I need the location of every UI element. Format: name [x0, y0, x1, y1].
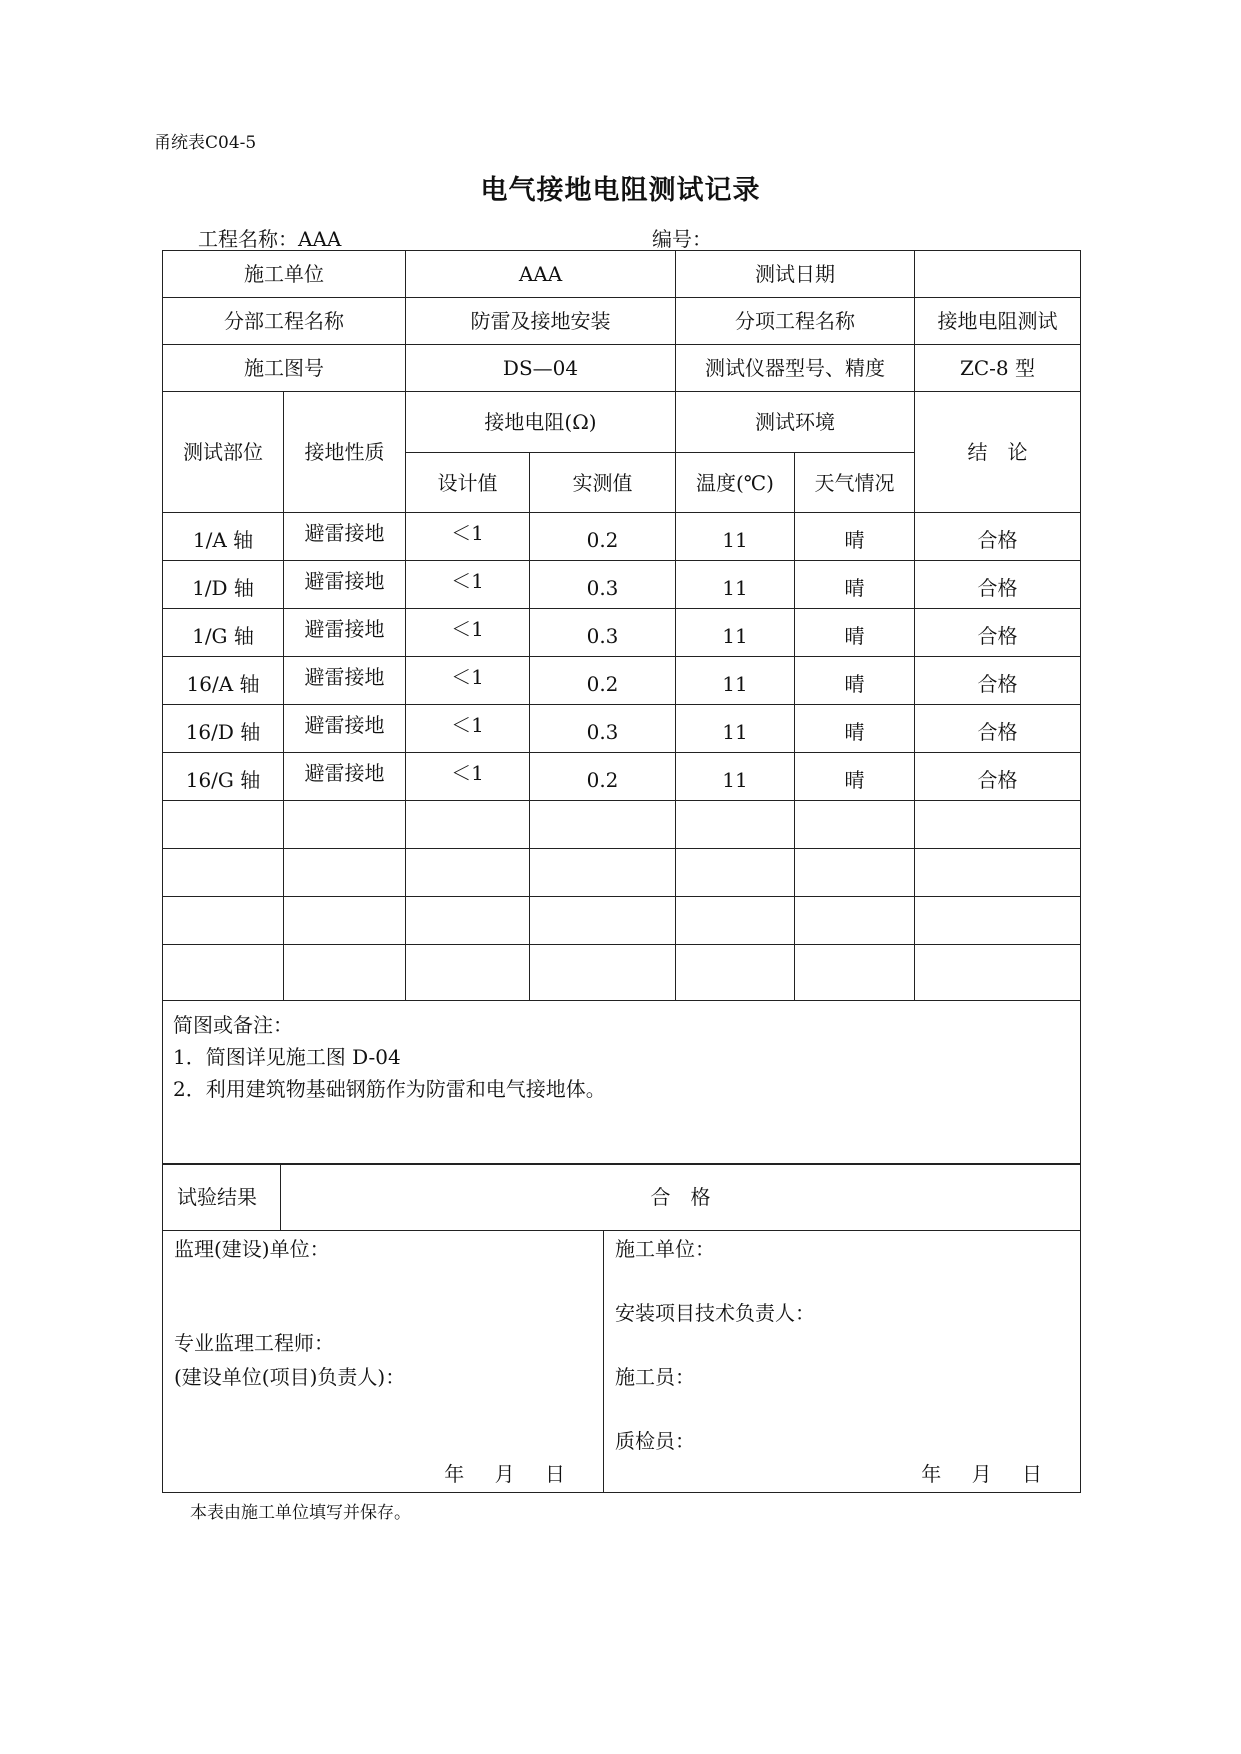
supervisor-engineer-label: 专业监理工程师： — [174, 1331, 334, 1355]
empty-row — [163, 897, 1081, 945]
result-signature-table — [162, 1163, 1081, 1493]
empty-cell[interactable] — [676, 897, 795, 945]
owner-rep-label: (建设单位(项目)负责人)： — [174, 1365, 406, 1389]
cell-conclusion[interactable]: 合格 — [915, 513, 1081, 561]
info-label: 分部工程名称 — [163, 298, 406, 345]
cell-ground-type[interactable]: 避雷接地 — [284, 753, 406, 801]
table-row — [163, 705, 1081, 753]
cell-location[interactable]: 1/A 轴 — [163, 513, 284, 561]
cell-ground-type[interactable]: 避雷接地 — [284, 705, 406, 753]
info-value[interactable] — [915, 251, 1081, 298]
empty-cell[interactable] — [530, 849, 676, 897]
notes-line: 2．利用建筑物基础钢筋作为防雷和电气接地体。 — [173, 1077, 606, 1101]
header-ground-type: 接地性质 — [284, 392, 406, 513]
result-value[interactable]: 合 格 — [281, 1164, 1081, 1231]
info-row — [163, 251, 1081, 298]
signature-row — [163, 1231, 1081, 1493]
empty-cell[interactable] — [284, 801, 406, 849]
cell-ground-type[interactable]: 避雷接地 — [284, 513, 406, 561]
cell-temperature[interactable]: 11 — [676, 513, 795, 561]
cell-weather[interactable]: 晴 — [795, 657, 915, 705]
info-label: 施工单位 — [163, 251, 406, 298]
cell-measured-value[interactable]: 0.3 — [530, 609, 676, 657]
info-label: 施工图号 — [163, 345, 406, 392]
info-value[interactable]: 接地电阻测试 — [915, 298, 1081, 345]
document-title: 电气接地电阻测试记录 — [480, 175, 761, 206]
table-row — [163, 753, 1081, 801]
info-value[interactable]: ZC-8 型 — [915, 345, 1081, 392]
cell-design-value[interactable]: ＜1 — [406, 657, 530, 705]
cell-measured-value[interactable]: 0.3 — [530, 561, 676, 609]
constructor-label: 施工员： — [615, 1365, 695, 1389]
empty-row — [163, 801, 1081, 849]
info-label: 测试仪器型号、精度 — [676, 345, 915, 392]
footnote: 本表由施工单位填写并保存。 — [190, 1503, 411, 1523]
tech-lead-label: 安装项目技术负责人： — [615, 1301, 815, 1325]
cell-design-value[interactable]: ＜1 — [406, 609, 530, 657]
empty-cell[interactable] — [284, 897, 406, 945]
header-test-location: 测试部位 — [163, 392, 284, 513]
result-label: 试验结果 — [163, 1164, 281, 1231]
contractor-org-label: 施工单位： — [615, 1237, 715, 1261]
cell-temperature[interactable]: 11 — [676, 561, 795, 609]
cell-weather[interactable]: 晴 — [795, 705, 915, 753]
cell-ground-type[interactable]: 避雷接地 — [284, 657, 406, 705]
notes-line: 1．简图详见施工图 D-04 — [173, 1045, 401, 1069]
notes-cell[interactable] — [163, 1001, 1081, 1165]
header-temperature: 温度(℃) — [676, 453, 795, 513]
header-environment: 测试环境 — [676, 392, 915, 453]
cell-conclusion[interactable]: 合格 — [915, 561, 1081, 609]
cell-measured-value[interactable]: 0.2 — [530, 513, 676, 561]
result-row — [163, 1164, 1081, 1231]
empty-cell[interactable] — [163, 945, 284, 1001]
cell-ground-type[interactable]: 避雷接地 — [284, 609, 406, 657]
empty-cell[interactable] — [530, 801, 676, 849]
cell-conclusion[interactable]: 合格 — [915, 753, 1081, 801]
form-code: 甬统表C04-5 — [154, 133, 257, 153]
empty-cell[interactable] — [795, 897, 915, 945]
contractor-date-label: 年 月 日 — [921, 1462, 1044, 1486]
header-design-value: 设计值 — [406, 453, 530, 513]
info-value[interactable]: DS—04 — [406, 345, 676, 392]
cell-measured-value[interactable]: 0.2 — [530, 657, 676, 705]
notes-row — [163, 1001, 1081, 1165]
table-row — [163, 609, 1081, 657]
test-record-table — [162, 250, 1081, 1165]
cell-conclusion[interactable]: 合格 — [915, 657, 1081, 705]
cell-conclusion[interactable]: 合格 — [915, 609, 1081, 657]
supervisor-signature-block[interactable] — [163, 1231, 604, 1493]
table-row — [163, 657, 1081, 705]
empty-cell[interactable] — [915, 849, 1081, 897]
header-conclusion: 结 论 — [915, 392, 1081, 513]
supervisor-org-label: 监理(建设)单位： — [174, 1237, 330, 1261]
cell-design-value[interactable]: ＜1 — [406, 561, 530, 609]
empty-cell[interactable] — [284, 849, 406, 897]
cell-location[interactable]: 16/G 轴 — [163, 753, 284, 801]
header-weather: 天气情况 — [795, 453, 915, 513]
cell-design-value[interactable]: ＜1 — [406, 753, 530, 801]
empty-cell[interactable] — [915, 945, 1081, 1001]
cell-weather[interactable]: 晴 — [795, 609, 915, 657]
inspector-label: 质检员： — [615, 1429, 695, 1453]
header-measured-value: 实测值 — [530, 453, 676, 513]
cell-conclusion[interactable]: 合格 — [915, 705, 1081, 753]
info-value[interactable]: 防雷及接地安装 — [406, 298, 676, 345]
cell-location[interactable]: 16/D 轴 — [163, 705, 284, 753]
cell-location[interactable]: 16/A 轴 — [163, 657, 284, 705]
empty-cell[interactable] — [163, 897, 284, 945]
empty-cell[interactable] — [676, 849, 795, 897]
empty-cell[interactable] — [530, 945, 676, 1001]
cell-ground-type[interactable]: 避雷接地 — [284, 561, 406, 609]
notes-label: 简图或备注： — [173, 1013, 293, 1037]
cell-temperature[interactable]: 11 — [676, 609, 795, 657]
cell-temperature[interactable]: 11 — [676, 705, 795, 753]
info-row — [163, 298, 1081, 345]
info-label: 分项工程名称 — [676, 298, 915, 345]
supervisor-date-label: 年 月 日 — [444, 1462, 567, 1486]
cell-temperature[interactable]: 11 — [676, 657, 795, 705]
contractor-signature-block[interactable] — [604, 1231, 1081, 1493]
empty-cell[interactable] — [795, 801, 915, 849]
cell-location[interactable]: 1/D 轴 — [163, 561, 284, 609]
table-row — [163, 561, 1081, 609]
empty-cell[interactable] — [406, 897, 530, 945]
cell-design-value[interactable]: ＜1 — [406, 705, 530, 753]
number-label: 编号： — [652, 227, 712, 251]
project-name-label: 工程名称：AAA — [198, 227, 342, 251]
empty-cell[interactable] — [676, 945, 795, 1001]
empty-cell[interactable] — [163, 849, 284, 897]
empty-row — [163, 945, 1081, 1001]
empty-cell[interactable] — [795, 945, 915, 1001]
empty-cell[interactable] — [406, 945, 530, 1001]
empty-cell[interactable] — [530, 897, 676, 945]
cell-design-value[interactable]: ＜1 — [406, 513, 530, 561]
cell-temperature[interactable]: 11 — [676, 753, 795, 801]
empty-cell[interactable] — [406, 801, 530, 849]
empty-cell[interactable] — [163, 801, 284, 849]
cell-weather[interactable]: 晴 — [795, 513, 915, 561]
cell-measured-value[interactable]: 0.3 — [530, 705, 676, 753]
empty-cell[interactable] — [676, 801, 795, 849]
header-resistance: 接地电阻(Ω) — [406, 392, 676, 453]
empty-cell[interactable] — [406, 849, 530, 897]
cell-weather[interactable]: 晴 — [795, 753, 915, 801]
info-row — [163, 345, 1081, 392]
empty-cell[interactable] — [284, 945, 406, 1001]
empty-cell[interactable] — [795, 849, 915, 897]
empty-row — [163, 849, 1081, 897]
cell-weather[interactable]: 晴 — [795, 561, 915, 609]
empty-cell[interactable] — [915, 897, 1081, 945]
info-value[interactable]: AAA — [406, 251, 676, 298]
empty-cell[interactable] — [915, 801, 1081, 849]
cell-location[interactable]: 1/G 轴 — [163, 609, 284, 657]
header-row — [163, 392, 1081, 453]
info-label: 测试日期 — [676, 251, 915, 298]
table-row — [163, 513, 1081, 561]
cell-measured-value[interactable]: 0.2 — [530, 753, 676, 801]
